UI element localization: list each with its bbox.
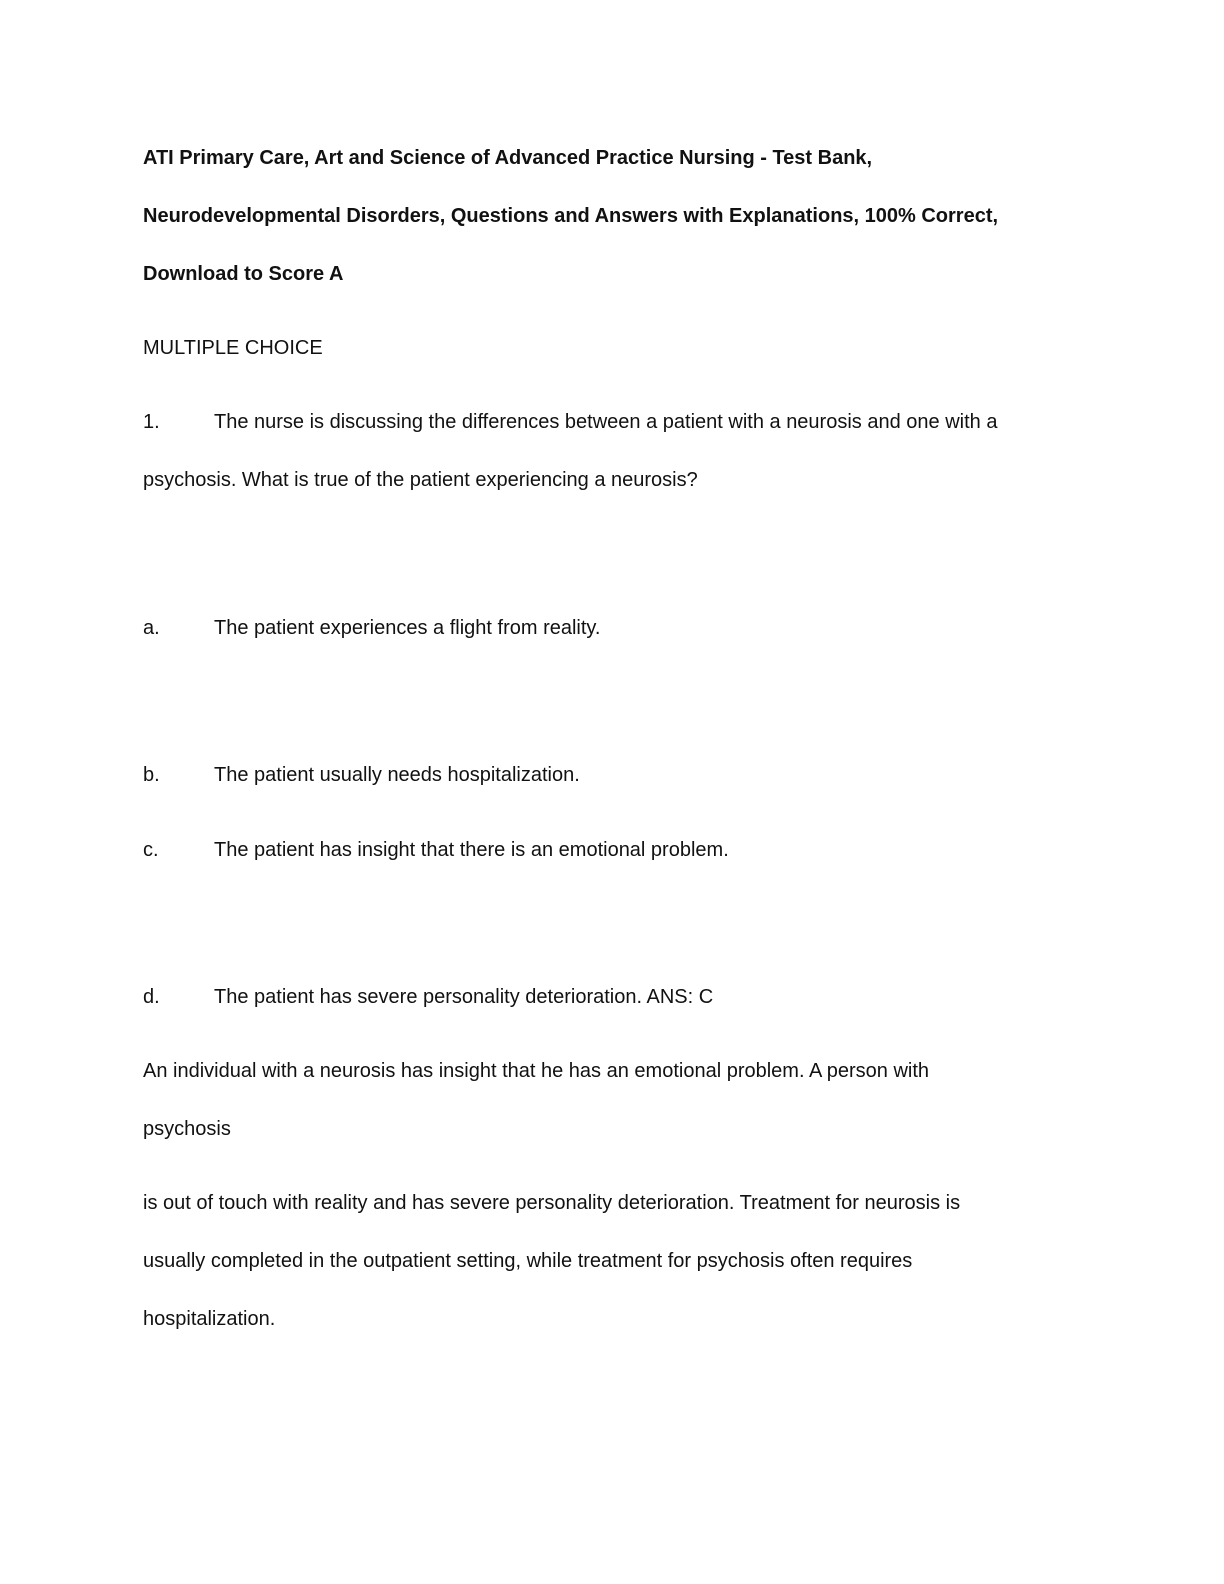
option-c-letter: c. [143, 839, 159, 861]
option-a-text: The patient experiences a flight from reality. [214, 617, 601, 639]
document-title-line-2: Neurodevelopmental Disorders, Questions and Answers with Explanations, 100% Correct, [143, 205, 999, 227]
option-c-text: The patient has insight that there is an emotional problem. [214, 839, 729, 861]
option-b-letter: b. [143, 764, 160, 786]
explanation-line-5: hospitalization. [143, 1308, 276, 1330]
option-b-text: The patient usually needs hospitalization. [214, 764, 580, 786]
explanation-line-4: usually completed in the outpatient setting, while treatment for psychosis often requires [143, 1250, 913, 1272]
explanation-line-2: psychosis [143, 1118, 231, 1140]
option-d-letter: d. [143, 986, 160, 1008]
document-title-line-3: Download to Score A [143, 263, 344, 285]
option-a-letter: a. [143, 617, 160, 639]
explanation-line-1: An individual with a neurosis has insight that he has an emotional problem. A person with [143, 1060, 930, 1082]
question-number: 1. [143, 411, 160, 433]
explanation-line-3: is out of touch with reality and has severe personality deterioration. Treatment for neurosis is [143, 1192, 961, 1214]
option-d-text: The patient has severe personality deterioration. ANS: C [214, 986, 714, 1008]
question-text-line-2: psychosis. What is true of the patient experiencing a neurosis? [143, 469, 698, 491]
section-heading: MULTIPLE CHOICE [143, 337, 323, 359]
question-text-line-1: The nurse is discussing the differences between a patient with a neurosis and one with a [214, 411, 998, 433]
document-title-line-1: ATI Primary Care, Art and Science of Advanced Practice Nursing - Test Bank, [143, 147, 873, 169]
